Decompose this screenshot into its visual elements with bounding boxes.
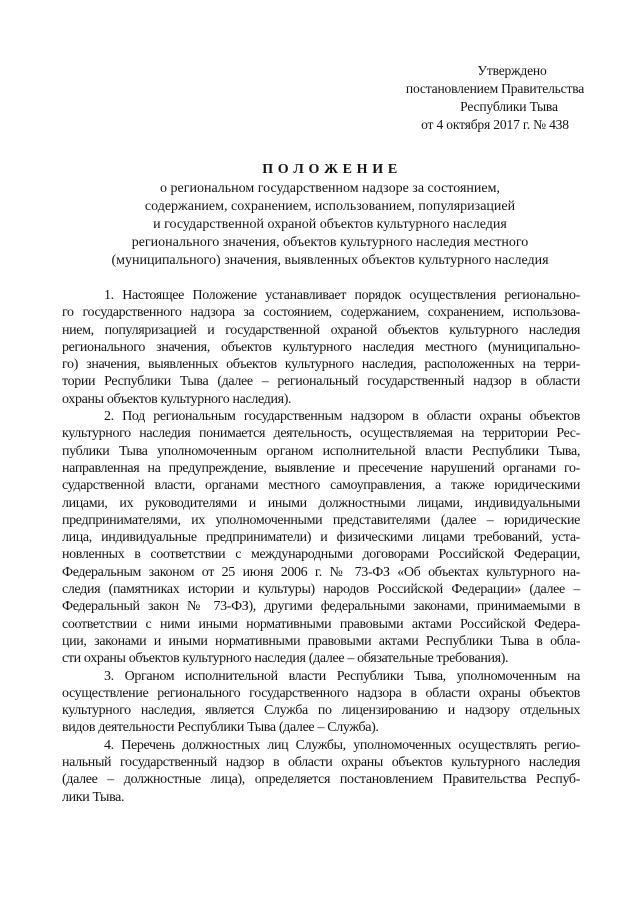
subtitle-line: регионального значения, объектов культурного наследия местного (131, 234, 529, 250)
paragraph-line: направленная на предупреждение, выявление и пресечение нарушений органами го- (62, 460, 580, 476)
paragraph-line: соответствии с ними иными нормативными правовыми актами Российской Федера- (62, 616, 580, 632)
document-title: П О Л О Ж Е Н И Е (262, 162, 398, 177)
paragraph-line: 2. Под региональным государственным надзором в области охраны объектов (104, 409, 580, 425)
paragraph-line: сти охраны объектов культурного наследия (далее – обязательные требования). (62, 651, 509, 667)
paragraph-line: культурного наследия, является Служба по лицензированию и надзору отдельных (62, 703, 580, 719)
paragraph-line: (далее – должностные лица), определяется постановлением Правительства Респуб- (62, 772, 580, 788)
paragraph-line: лица, индивидуальные предприниматели) и физическими лицами требований, уста- (62, 530, 580, 546)
paragraph-line: го государственного надзора за состоянием, содержанием, сохранением, использова- (62, 305, 580, 321)
approval-line: Республики Тыва (460, 99, 558, 114)
paragraph-line: нальный государственный надзор в области охраны объектов культурного наследия (62, 755, 580, 771)
approval-date-line: от 4 октября 2017 г. № 438 (421, 117, 569, 132)
paragraph-3 (62, 668, 580, 737)
subtitle-line: (муниципального) значения, выявленных объектов культурного наследия (111, 252, 549, 268)
paragraph-line: видов деятельности Республики Тыва (далее – Служба). (62, 720, 379, 736)
paragraph-line: предпринимателями, их уполномоченными представителями (далее – юридические (62, 512, 580, 528)
paragraph-line: новленных в соответствии с международными договорами Российской Федерации, (62, 547, 580, 563)
paragraph-line: го) значения, выявленных объектов культурного наследия, расположенных на терри- (62, 357, 580, 373)
approval-line: постановлением Правительства (405, 81, 585, 96)
paragraph-line: 3. Органом исполнительной власти Республики Тыва, уполномоченным на (104, 668, 580, 684)
paragraph-1 (62, 287, 580, 408)
paragraph-4 (62, 737, 580, 806)
paragraph-line: ции, законами и иными нормативными правовыми актами Республики Тыва в обла- (62, 633, 580, 649)
paragraph-line: 4. Перечень должностных лиц Службы, уполномоченных осуществлять регио- (104, 737, 580, 753)
paragraph-line: лицами, их руководителями и иными должностными лицами, индивидуальными (62, 495, 580, 511)
paragraph-line: культурного наследия понимается деятельность, осуществляемая на территории Рес- (62, 426, 580, 442)
paragraph-line: публики Тыва уполномоченным органом исполнительной власти Республики Тыва, (62, 443, 580, 459)
paragraph-2 (62, 408, 580, 667)
subtitle-line: и государственной охраной объектов культурного наследия (153, 216, 507, 232)
paragraph-line: 1. Настоящее Положение устанавливает порядок осуществления регионально- (104, 288, 580, 303)
paragraph-line: Федеральный закон № 73-ФЗ), другими федеральными законами, принимаемыми в (62, 599, 580, 615)
paragraph-line: нием, популяризацией и государственной охраной объектов культурного наследия (62, 322, 580, 338)
document-subtitle (62, 180, 598, 269)
paragraph-line: сударственной власти, органами местного самоуправления, а также юридическими (62, 478, 580, 494)
subtitle-line: о региональном государственном надзоре за состоянием, (160, 181, 500, 196)
paragraph-line: охраны объектов культурного наследия). (62, 391, 292, 407)
approval-line: Утверждено (477, 63, 547, 78)
document-body (62, 287, 580, 806)
paragraph-line: осуществление регионального государственного надзора в области охраны объектов (62, 685, 580, 701)
paragraph-line: следия (памятниках истории и культуры) народов Российской Федерации» (далее – (62, 582, 580, 598)
paragraph-line: лики Тыва. (62, 789, 125, 805)
paragraph-line: тории Республики Тыва (далее – региональный государственный надзор в области (62, 374, 580, 390)
subtitle-line: содержанием, сохранением, использованием, популяризацией (144, 198, 516, 214)
paragraph-line: регионального значения, объектов культурного наследия местного (муниципально- (62, 339, 580, 355)
paragraph-line: Федеральным законом от 25 июня 2006 г. № 73-ФЗ «Об объектах культурного на- (62, 564, 580, 580)
